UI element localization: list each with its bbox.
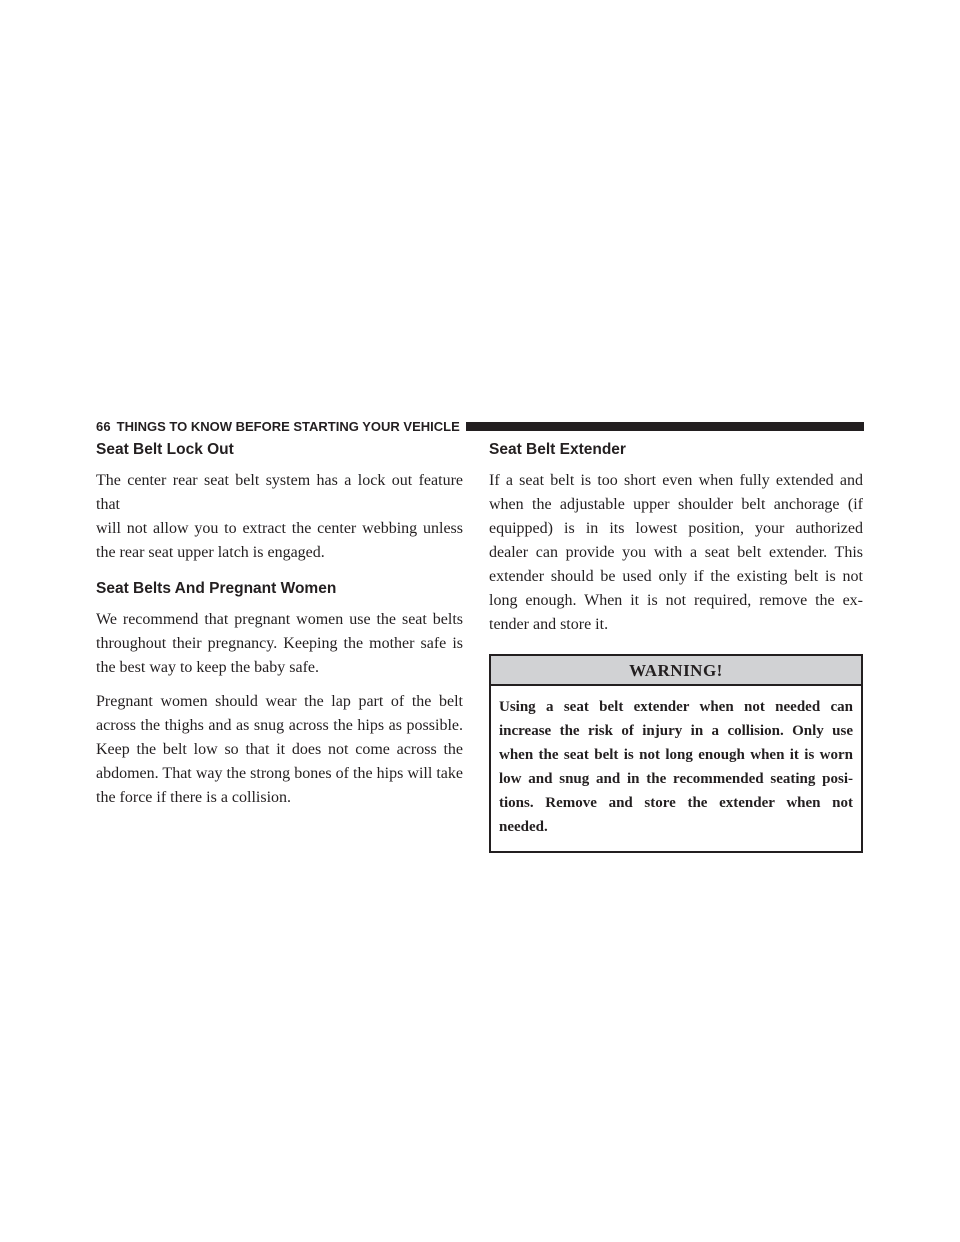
text-line: Using a seat belt extender when not needed can: [499, 699, 853, 715]
text-line: low and snug and in the recommended seating posi-: [499, 771, 853, 787]
text-line: We recommend that pregnant women use the seat belts: [96, 611, 463, 628]
text-line: dealer can provide you with a seat belt extender. This: [489, 544, 863, 561]
text-line: The center rear seat belt system has a lock out feature that: [96, 472, 463, 513]
paragraph-pregnant-2: [96, 690, 463, 810]
text-line: Pregnant women should wear the lap part of the belt: [96, 693, 463, 710]
left-column: [96, 440, 463, 820]
page-number: 66: [96, 418, 111, 434]
text-line: long enough. When it is not required, remove the ex-: [489, 592, 863, 609]
text-line: tions. Remove and store the extender when not: [499, 795, 853, 811]
running-header: [96, 417, 864, 435]
text-line: extender should be used only if the existing belt is not: [489, 568, 863, 585]
text-line: abdomen. That way the strong bones of the hips will take: [96, 765, 463, 782]
text-line: increase the risk of injury in a collision. Only use: [499, 723, 853, 739]
text-line: the rear seat upper latch is engaged.: [96, 544, 325, 561]
paragraph-lock-out: [96, 469, 463, 565]
text-line: Keep the belt low so that it does not come across the: [96, 741, 463, 758]
text-line: tender and store it.: [489, 616, 609, 633]
text-line: will not allow you to extract the center webbing unless: [96, 520, 463, 537]
paragraph-extender: [489, 469, 863, 637]
paragraph-pregnant-1: [96, 608, 463, 680]
warning-title: WARNING!: [491, 656, 861, 686]
text-line: If a seat belt is too short even when fully extended and: [489, 472, 863, 489]
text-line: throughout their pregnancy. Keeping the mother safe is: [96, 635, 463, 652]
warning-box: [489, 654, 863, 853]
heading-seat-belt-extender: Seat Belt Extender: [489, 441, 626, 458]
heading-seat-belt-lock-out: Seat Belt Lock Out: [96, 441, 234, 458]
header-rule: [466, 422, 864, 431]
text-line: needed.: [499, 819, 548, 835]
text-line: the best way to keep the baby safe.: [96, 659, 320, 676]
chapter-title: THINGS TO KNOW BEFORE STARTING YOUR VEHICLE: [116, 418, 460, 434]
right-column: [489, 440, 863, 853]
text-line: when the adjustable upper shoulder belt anchorage (if: [489, 496, 863, 513]
text-line: the force if there is a collision.: [96, 789, 292, 806]
text-line: when the seat belt is not long enough when it is worn: [499, 747, 853, 763]
heading-pregnant-women: Seat Belts And Pregnant Women: [96, 580, 337, 597]
warning-text: [491, 686, 861, 851]
text-line: equipped) is in its lowest position, your authorized: [489, 520, 863, 537]
text-line: across the thighs and as snug across the hips as possible.: [96, 717, 463, 734]
